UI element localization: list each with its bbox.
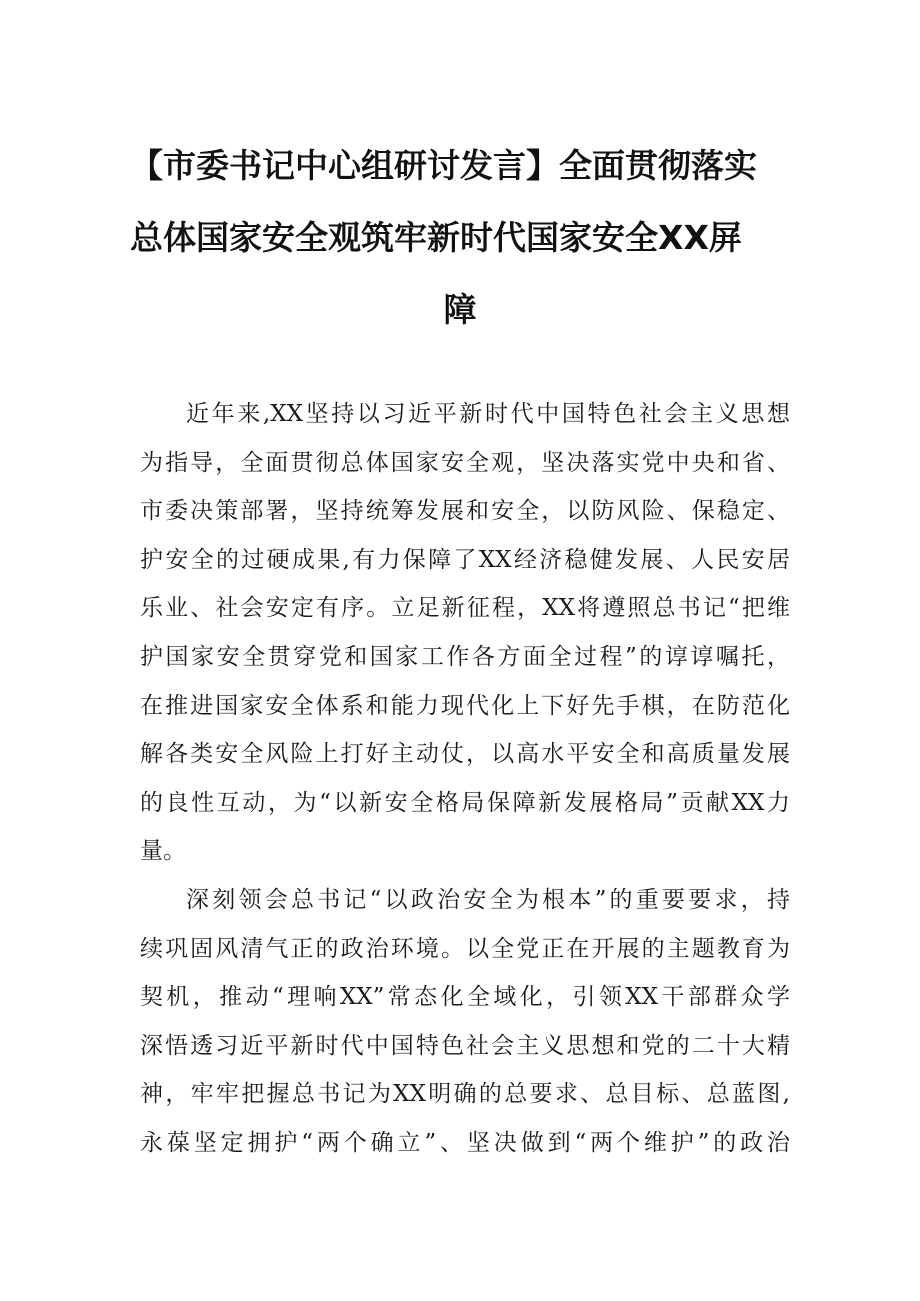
paragraph-2 bbox=[140, 876, 790, 1168]
text-line: 市委决策部署，坚持统筹发展和安全，以防风险、保稳定、 bbox=[140, 498, 790, 525]
text-line: 在推进国家安全体系和能力现代化上下好先手棋，在防范化 bbox=[140, 692, 790, 719]
text-line: 深悟透习近平新时代中国特色社会主义思想和党的二十大精 bbox=[140, 1032, 790, 1059]
text-line: 量。 bbox=[140, 838, 186, 865]
paragraph-1 bbox=[140, 390, 790, 876]
text-line: 近年来,XX坚持以习近平新时代中国特色社会主义思想 bbox=[186, 401, 790, 427]
text-line: 护国家安全贯穿党和国家工作各方面全过程”的谆谆嘱托， bbox=[140, 643, 790, 670]
text-line: 乐业、社会安定有序。立足新征程，XX将遵照总书记“把维 bbox=[140, 595, 790, 622]
title-line: 总体国家安全观筑牢新时代国家安全XX屏 bbox=[130, 218, 742, 257]
text-line: 为指导，全面贯彻总体国家安全观，坚决落实党中央和省、 bbox=[140, 449, 790, 476]
text-line: 契机，推动“理响XX”常态化全域化，引领XX干部群众学 bbox=[140, 984, 790, 1011]
text-line: 的良性互动，为“以新安全格局保障新发展格局”贡献XX力 bbox=[140, 789, 790, 816]
text-line: 续巩固风清气正的政治环境。以全党正在开展的主题教育为 bbox=[140, 935, 790, 962]
document-title bbox=[130, 130, 790, 346]
text-line: 永葆坚定拥护“两个确立”、坚决做到“两个维护”的政治 bbox=[140, 1129, 790, 1156]
text-line: 深刻领会总书记“以政治安全为根本”的重要要求，持 bbox=[186, 886, 790, 913]
title-line: 障 bbox=[443, 290, 477, 329]
text-line: 神，牢牢把握总书记为XX明确的总要求、总目标、总蓝图, bbox=[140, 1081, 790, 1108]
title-line: 【市委书记中心组研讨发言】全面贯彻落实 bbox=[130, 146, 757, 185]
text-line: 护安全的过硬成果,有力保障了XX经济稳健发展、人民安居 bbox=[140, 546, 790, 573]
document-body bbox=[140, 390, 790, 1168]
text-line: 解各类安全风险上打好主动仗，以高水平安全和高质量发展 bbox=[140, 741, 790, 768]
